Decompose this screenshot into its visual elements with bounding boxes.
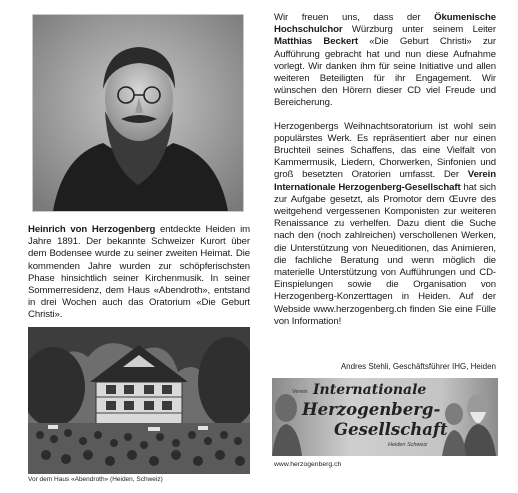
photo-caption: Vor dem Haus «Abendroth» (Heiden, Schweiz) [28,476,163,483]
paragraph-society [274,121,496,328]
conductor-name: Matthias Beckert [274,36,358,48]
right-column-text [274,12,496,339]
website-url: www.herzogenberg.ch [274,461,342,468]
paragraph-thanks [274,12,496,110]
society-logo [272,378,498,456]
p1-text-b: Würzburg unter seinem Leiter [342,24,496,36]
p2-text-b: hat sich zur Aufgabe gesetzt, als Promotor dem Œuvre des weitgehend vergessenen Komponisten zur weiteren Renaissance zu verhelfen. Dazu dient die Suche nach den (noch zahlreichen) verschollenen Werken, die Unterstützung von Neueditionen, das Animieren, die fachliche Beratung und wenn möglich die materielle Unterstützung von Aufführungen und CD-Einspielungen sowie die Organisation von Herzogenberg-Konzerttagen in Heiden. Auf der Webside www.herzogenberg.ch finden Sie eine Fülle von Information! [274,181,496,327]
signature: Andres Stehli, Geschäftsführer IHG, Heiden [340,362,496,371]
logo-verein-label: Verein [292,389,308,395]
p1-text-a: Wir freuen uns, dass der [274,12,435,23]
portrait-photo [32,14,244,212]
biography-text [28,224,250,322]
logo-line-internationale: Internationale [313,382,427,398]
house-abendroth-photo [28,327,250,474]
p1-text-c: «Die Geburt Christi» zur Aufführung gebracht hat und nun diese Aufnahme vorlegt. Wir danken ihm für seine Initiative und allen weiteren Beteiligten für ihr Engagement. Wir wünschen den Hörern dieser CD viel Freude und Bereicherung. [274,36,496,109]
biography-body: entdeckte Heiden im Jahre 1891. Der bekannte Schweizer Kurort über dem Bodensee wurde zu seiner zweiten Heimat. Die kommenden Jahre wurden zur schöpferischsten Phase hinsichtlich seiner Kirchenmusik. In seiner Sommerresidenz, dem Haus «Abendroth», entstand in drei Wochen auch das Oratorium «Die Geburt Christi». [28,224,250,321]
composer-name: Heinrich von Herzogenberg [28,224,156,235]
logo-location: Heiden Schweiz [388,442,428,448]
logo-line-gesellschaft: Gesellschaft [334,420,448,439]
p2-text-a: Herzogenbergs Weihnachtsoratorium ist wohl sein populärstes Werk. Es repräsentiert aber nur einen Bruchteil seines Schaffens, das eine Vielfalt von Kammermusik, Liedern, Chorwerken, Sinfonien und groß besetzten Oratorien umfasst. Der [274,120,496,181]
choir-name: Ökumenische Hochschulchor [274,12,496,36]
society-name: Verein Internationale Herzogenberg-Gesellschaft [274,169,496,193]
logo-line-herzogenberg: Herzogenberg- [302,400,441,419]
